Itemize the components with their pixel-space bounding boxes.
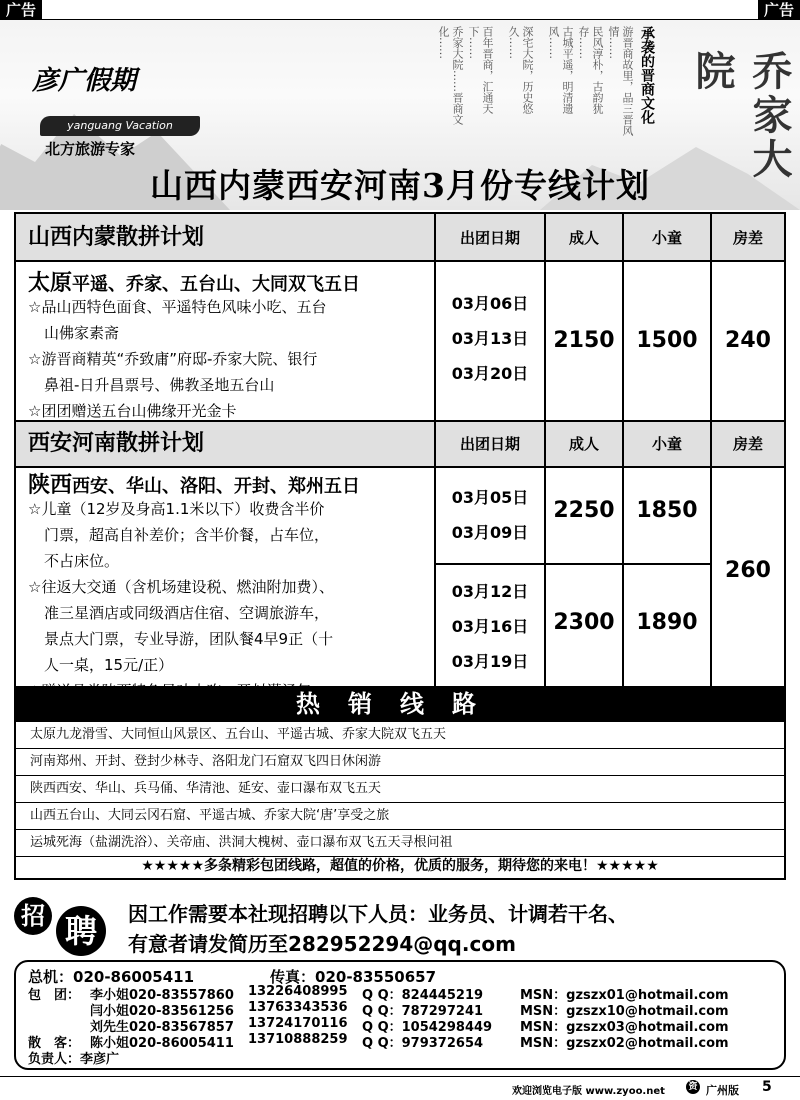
bullet-line: 人一桌，15元/正） (44, 656, 174, 674)
departure-date: 03月13日 (451, 329, 529, 348)
poem-line: 乔家大院……晋商文化…… (437, 26, 464, 125)
poem-line: 游晋商故里，品三晋风情…… (607, 26, 634, 136)
poem-line: 民风淳朴，古韵犹存…… (577, 26, 604, 114)
contact-box (14, 960, 786, 1070)
bullet-line: ☆品山西特色面食、平遥特色风味小吃、五台 (28, 298, 327, 316)
section1-route-heading (28, 266, 438, 297)
departure-date: 03月09日 (451, 523, 529, 542)
bullet-line: 景点大门票，专业导游，团队餐4早9正（十 (44, 630, 334, 648)
section2-group1-adult-price: 2250 (553, 498, 615, 523)
poem-heading: 承袭的晋商文化 (639, 26, 655, 124)
section1-adult-price: 2150 (553, 328, 615, 353)
section1-child-price: 1500 (636, 328, 698, 353)
hot-route-item: 运城死海（盐湖洗浴）、关帝庙、洪洞大槐树、壶口瀑布双飞五天寻根问祖 (16, 830, 784, 857)
brand-tagline: 北方旅游专家 (45, 140, 136, 158)
column-header-date: 出团日期 (459, 229, 520, 247)
bullet-line: ☆游晋商精英“乔致庸”府邸-乔家大院、银行 (28, 350, 318, 368)
route-name: 平遥、乔家、五台山、大同双飞五日 (72, 274, 361, 295)
ad-tag-left: 广告 (0, 0, 42, 20)
departure-date: 03月06日 (451, 294, 529, 313)
column-header-date: 出团日期 (459, 435, 520, 453)
section2-route-heading (28, 468, 438, 499)
recruit-badge-zhao: 招 (14, 897, 52, 935)
contact-name-phone: 李小姐020-83557860 (90, 988, 234, 1003)
ad-tag-right: 广告 (758, 0, 800, 20)
column-header-room: 房差 (732, 229, 763, 247)
column-header-child: 小童 (651, 435, 682, 453)
grid-line (434, 214, 436, 686)
section1-room-price: 240 (725, 328, 771, 353)
column-header-adult: 成人 (568, 229, 599, 247)
contact-qq: Q Q：1054298449 (362, 1020, 493, 1035)
bullet-line: 不占床位。 (44, 552, 120, 570)
departure-date: 03月12日 (451, 582, 529, 601)
contact-qq: Q Q：787297241 (362, 1004, 484, 1019)
contact-msn: MSN：gzszx03@hotmail.com (520, 1020, 729, 1035)
fax-label: 传真： (270, 968, 316, 986)
departure-date: 03月16日 (451, 617, 529, 636)
contact-name-phone: 陈小姐020-86005411 (90, 1036, 234, 1051)
footer-site: 欢迎浏览电子版 www.zyoo.net (512, 1086, 665, 1097)
contact-msn: MSN：gzszx01@hotmail.com (520, 988, 729, 1003)
page-title: 山西内蒙西安河南3月份专线计划 (150, 166, 650, 205)
contact-msn: MSN：gzszx10@hotmail.com (520, 1004, 729, 1019)
hot-routes-banner: 热销线路 (16, 686, 784, 722)
brand-logo: 彦广假期 (32, 66, 137, 96)
promo-stars-line: ★★★★★多条精彩包团线路，超值的价格，优质的服务，期待您的来电！★★★★★ (141, 858, 659, 874)
hot-route-item: 河南郑州、开封、登封少林寺、洛阳龙门石窟双飞四日休闲游 (16, 749, 784, 776)
page-number: 5 (762, 1079, 772, 1095)
contact-mobile: 13724170116 (248, 1016, 348, 1031)
poem-line: 深宅大院，历史悠久…… (507, 26, 534, 114)
column-header-child: 小童 (651, 229, 682, 247)
manager: 负责人：李彦广 (28, 1052, 120, 1067)
hot-route-item: 太原九龙滑雪、大同恒山风景区、五台山、平遥古城、乔家大院双飞五天 (16, 722, 784, 749)
section1-dates (436, 286, 544, 391)
main-phone-label: 总机： (28, 968, 74, 986)
bullet-line: ☆往返大交通（含机场建设税、燃油附加费）、 (28, 578, 334, 596)
footer-edition: 广州版 (706, 1084, 739, 1097)
scatter-label: 散 客： (28, 1036, 81, 1051)
route-city: 陕西 (28, 473, 73, 498)
section2-room-price: 260 (725, 558, 771, 583)
bullet-line: ☆团团赠送五台山佛缘开光金卡 (28, 402, 237, 420)
hot-route-item: 山西五台山、大同云冈石窟、平遥古城、乔家大院‘唐’享受之旅 (16, 803, 784, 830)
footer-rule (0, 1076, 800, 1077)
hot-routes-list (16, 722, 784, 857)
departure-date: 03月20日 (451, 364, 529, 383)
schedule-table (14, 212, 786, 880)
header-banner (0, 20, 800, 210)
route-city: 太原 (28, 271, 73, 296)
contact-qq: Q Q：979372654 (362, 1036, 484, 1051)
section2-header-row (16, 420, 784, 468)
hot-route-item: 陕西西安、华山、兵马俑、华清池、延安、壶口瀑布双飞五天 (16, 776, 784, 803)
section2-title: 西安河南散拼计划 (28, 431, 205, 456)
bullet-line: 门票，超高自补差价；含半价餐，占车位， (44, 526, 330, 544)
grid-line (544, 214, 546, 686)
contact-msn: MSN：gzszx02@hotmail.com (520, 1036, 729, 1051)
main-phone-number: 020-86005411 (73, 968, 195, 986)
bullet-line: 准三星酒店或同级酒店住宿、空调旅游车， (44, 604, 330, 622)
section2-bullets (28, 496, 438, 704)
contact-mobile: 13226408995 (248, 984, 348, 999)
contact-name-phone: 刘先生020-83567857 (90, 1020, 234, 1035)
column-header-room: 房差 (732, 435, 763, 453)
recruit-badge-pin: 聘 (56, 906, 106, 956)
bullet-line: ☆儿童（12岁及身高1.1米以下）收费含半价 (28, 500, 325, 518)
route-name: 西安、华山、洛阳、开封、郑州五日 (72, 476, 361, 497)
brand-logo-subtitle: yanguang Vacation (40, 116, 200, 136)
column-header-adult: 成人 (568, 435, 599, 453)
recruit-line-1: 因工作需要本社现招聘以下人员：业务员、计调若干名、 (128, 902, 628, 926)
contact-mobile: 13710888259 (248, 1032, 348, 1047)
section2-group2-adult-price: 2300 (553, 610, 615, 635)
footer-badge: 资 (686, 1080, 700, 1094)
bullet-line: 鼻祖-日升昌票号、佛教圣地五台山 (44, 376, 275, 394)
section1-header-row (16, 214, 784, 262)
recruit-line-2: 有意者请发简历至282952294@qq.com (128, 932, 516, 956)
calligraphy-title: 乔家大院 (689, 50, 793, 182)
section2-dates-group1 (436, 480, 544, 550)
section2-group1-child-price: 1850 (636, 498, 698, 523)
section2-dates-group2 (436, 574, 544, 679)
contact-qq: Q Q：824445219 (362, 988, 484, 1003)
poem-line: 古城平遥，明清遗风…… (547, 26, 574, 114)
departure-date: 03月19日 (451, 652, 529, 671)
section1-title: 山西内蒙散拼计划 (28, 225, 205, 250)
bullet-line: 山佛家素斋 (44, 324, 120, 342)
group-label: 包 团： (28, 988, 81, 1003)
section1-bullets (28, 294, 438, 424)
grid-line (622, 214, 624, 686)
row-divider (436, 563, 712, 565)
grid-line (710, 214, 712, 686)
departure-date: 03月05日 (451, 488, 529, 507)
poem-line: 百年晋商，汇通天下…… (467, 26, 494, 114)
section2-group2-child-price: 1890 (636, 610, 698, 635)
fax-number: 020-83550657 (315, 968, 437, 986)
contact-name-phone: 闫小姐020-83561256 (90, 1004, 234, 1019)
contact-mobile: 13763343536 (248, 1000, 348, 1015)
